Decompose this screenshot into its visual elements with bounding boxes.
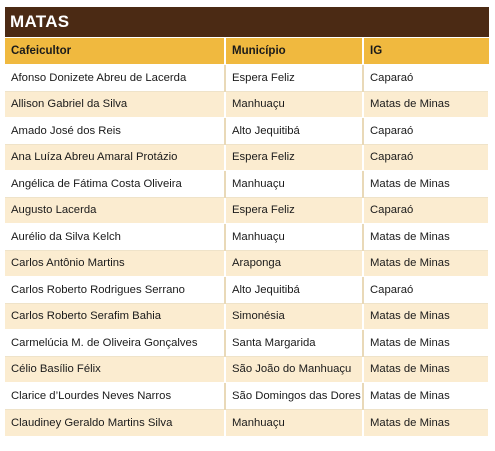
cell-ig: Matas de Minas [363, 91, 489, 118]
cell-municipio: Manhuaçu [225, 91, 363, 118]
cell-cafeicultor: Ana Luíza Abreu Amaral Protázio [5, 144, 225, 171]
cell-cafeicultor: Angélica de Fátima Costa Oliveira [5, 171, 225, 198]
cell-municipio: Alto Jequitibá [225, 277, 363, 304]
cell-ig: Matas de Minas [363, 383, 489, 410]
cell-cafeicultor: Augusto Lacerda [5, 197, 225, 224]
cell-cafeicultor: Afonso Donizete Abreu de Lacerda [5, 65, 225, 92]
cell-cafeicultor: Carlos Roberto Serafim Bahia [5, 303, 225, 330]
table-row [5, 91, 489, 118]
cell-cafeicultor: Célio Basílio Félix [5, 356, 225, 383]
cell-municipio: Espera Feliz [225, 144, 363, 171]
cell-municipio: Simonésia [225, 303, 363, 330]
cell-ig: Matas de Minas [363, 303, 489, 330]
cell-ig: Matas de Minas [363, 330, 489, 357]
table-row [5, 383, 489, 410]
table-header-row [5, 38, 489, 65]
cell-ig: Caparaó [363, 277, 489, 304]
cell-cafeicultor: Carlos Antônio Martins [5, 250, 225, 277]
cell-ig: Matas de Minas [363, 356, 489, 383]
table-row [5, 409, 489, 436]
table-row [5, 330, 489, 357]
cell-ig: Caparaó [363, 65, 489, 92]
cell-municipio: Manhuaçu [225, 224, 363, 251]
matas-panel [5, 7, 489, 436]
table-row [5, 356, 489, 383]
table-row [5, 303, 489, 330]
cell-cafeicultor: Aurélio da Silva Kelch [5, 224, 225, 251]
cell-municipio: Alto Jequitibá [225, 118, 363, 145]
cell-municipio: Araponga [225, 250, 363, 277]
cell-cafeicultor: Clarice d’Lourdes Neves Narros [5, 383, 225, 410]
cell-municipio: São Domingos das Dores [225, 383, 363, 410]
cell-cafeicultor: Amado José dos Reis [5, 118, 225, 145]
cell-cafeicultor: Allison Gabriel da Silva [5, 91, 225, 118]
table-row [5, 197, 489, 224]
cell-ig: Matas de Minas [363, 250, 489, 277]
cell-ig: Caparaó [363, 197, 489, 224]
cell-municipio: Espera Feliz [225, 197, 363, 224]
producers-table [5, 37, 490, 436]
cell-municipio: Espera Feliz [225, 65, 363, 92]
cell-municipio: Santa Margarida [225, 330, 363, 357]
table-row [5, 171, 489, 198]
cell-cafeicultor: Carmelúcia M. de Oliveira Gonçalves [5, 330, 225, 357]
column-header-ig: IG [363, 38, 489, 65]
cell-ig: Caparaó [363, 144, 489, 171]
cell-municipio: São João do Manhuaçu [225, 356, 363, 383]
cell-cafeicultor: Claudiney Geraldo Martins Silva [5, 409, 225, 436]
column-header-cafeicultor: Cafeicultor [5, 38, 225, 65]
table-row [5, 65, 489, 92]
table-row [5, 250, 489, 277]
table-row [5, 118, 489, 145]
cell-ig: Caparaó [363, 118, 489, 145]
table-row [5, 224, 489, 251]
cell-municipio: Manhuaçu [225, 409, 363, 436]
cell-ig: Matas de Minas [363, 224, 489, 251]
cell-ig: Matas de Minas [363, 409, 489, 436]
cell-municipio: Manhuaçu [225, 171, 363, 198]
table-row [5, 144, 489, 171]
column-header-municipio: Município [225, 38, 363, 65]
table-row [5, 277, 489, 304]
cell-ig: Matas de Minas [363, 171, 489, 198]
panel-title: MATAS [5, 7, 489, 37]
cell-cafeicultor: Carlos Roberto Rodrigues Serrano [5, 277, 225, 304]
